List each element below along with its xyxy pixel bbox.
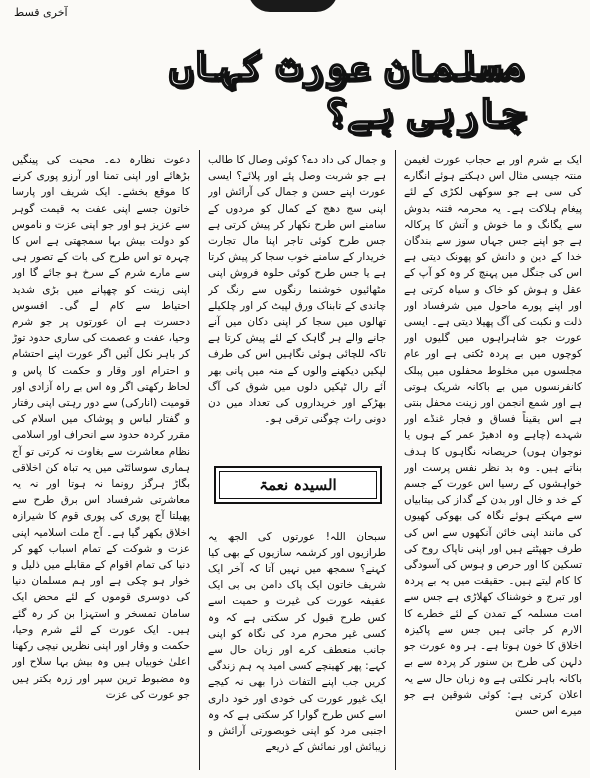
article-column-middle-top xyxy=(208,152,386,458)
part-label: آخری قسط xyxy=(14,6,68,19)
article-text: ایک بے شرم اور بے حجاب عورت لغیمن منتہ جیسی مثال اس دہکتے ہوئے انگارے کی سی ہے جو سوکھی لکڑی کے لئے پیغام ہلاکت ہے۔ یہ محرمہ فتنہ بدوش سے یگانگ و ما خوش و آتش کا پرکالہ ہے جو اپنے جس جہاں سوز سے بندگان خدا کے دین و دانش کو پھونک دیتی ہے اس کی جنگل میں پہنچ کر وہ کو آپ کے عقل و ہوش کو خاک و سیاہ کرتی ہے اور اپنے پورے ماحول میں شرفساد اور ذلت و نکبت کی آگ پھیلا دیتی ہے۔ ایسی عورت جو شاہراہوں میں گلیوں اور کوچوں میں بے پردہ ٹکتی ہے اور عام مجلسوں میں مخلوط محفلوں میں پبلک کانفرنسوں میں بے باکانہ شریک ہوتی ہے اور شمع انجمن اور زینت محفل بنتی ہے اس یقیناً فساق و فجار غنڈے اور شہدے (چاہے وہ ادھیڑ عمر کے ہوں یا نوجوان ہوں) حریصانہ نگاہوں کا ہدف بناتے ہیں۔ وہ بد نظر نفس پرست اور خواہشوں کے رسیا اس عورت کے جسم کے خد و خال اور بدن کے گداز کی بیتابیاں سے مہکتے ہوئے نگاہ کی بھوکی کھیوں کی مانند اپنی خائن آنکھوں سے اس کی طرف جھپٹتے ہیں اور اپنی ناپاک روح کی تسکین کا اور حرص و ہوس کی آسودگی کا کام لیتے ہیں۔ حقیقت میں یہ بے پردہ اور تبرج و خوشناک کھلاڑی ہے جس سے امت مسلمہ کے تمدن کے لئے خطرے کا الارم کر جاتی ہیں جس سے پاکیزہ اخلاق کا خون ہوتا ہے۔ ہر وہ عورت جو دلہن کی طرح بن سنور کر پردہ سے بے باکانہ باہر نکلتی ہے وہ زبان حال سے یہ اعلان کرتی ہے: کوئی شوقین ہے جو میرے اس حسن xyxy=(404,154,582,717)
article-column-right xyxy=(404,152,582,770)
article-text: و جمال کی داد دے؟ کوئی وصال کا طالب ہے جو شربت وصل پئے اور پلائے؟ ایسی عورت اپنے حسن و جمال کی آرائش اور اپنی سج دھج کے کمال کو مردوں کے سامنے اس طرح نکھار کر پیش کرتی ہے جس طرح کوئی تاجر اپنا مال تجارت خریدار کے سامنے خوب سجا کر پیش کرتا ہے یا جس طرح کوئی حلوہ فروش اپنی مٹھائیوں خوشنما رنگوں سے رنگ کر چاندی کے تابناک ورق لپیٹ کر اور چلکیلے تھالوں میں سجا کر اپنی دکان میں آنے جانے والے ہر گاہک کے لئے پیش کرتا ہے تاکہ للچائی ہوئی نگاہیں اس کی طرف لپکیں دیکھنے والوں کے منہ میں پانی بھر آئے رال ٹپکیں دلوں میں شوق کی آگ بھڑکے اور خریداروں کی تعداد میں دن دونی رات چوگنی ترقی ہو۔ xyxy=(208,154,386,426)
column-divider xyxy=(395,150,396,770)
article-headline: مسلمان عورت کہاں جارہی ہے؟ xyxy=(169,42,525,136)
author-name: السیدہ نعمۃ xyxy=(259,476,337,494)
article-column-middle-bottom xyxy=(208,518,386,770)
column-divider xyxy=(199,150,200,770)
article-column-left xyxy=(12,152,190,770)
article-text: دعوت نظارہ دے۔ محبت کی پینگیں بڑھائے اور اپنی تمنا اور آرزو پوری کرنے کا موقع بخشے۔ ایک شریف اور پارسا خاتون جسے اپنی عفت بہ قیمت گوہر سے عزیز ہو اور جو اپنی عزت و ناموس کو دولت بیش بہا سمجھتی ہے اس کا چہرہ تو اس طرح کی بات کے تصور ہی سے مارے شرم کے سرخ ہو جائے گا اور اپنی زینت کو چھپانے میں بڑی شدید احتیاط سے کام لے گی۔ افسوس دحسرت ہے ان عورتوں پر جو شرم وحیا، عفت و عصمت کی ساری حدود توڑ کر باہر نکل آئیں اگر عورت اپنے احتشام و احترام اور وقار و حکمت کا پاس و لحاظ رکھتی اگر وہ اس بے راہ آزادی اور قومیت (انارکی) سے دور رہتی اپنی رفتار و گفتار لباس و پوشاک میں اسلام کی مقرر کردہ حدود سے انحراف اور اسلامی نظام معاشرت سے بغاوت نہ کرتی تو آج ہماری سوسائٹی میں یہ تباہ کن اخلاقی بگاڑ ہرگز رونما نہ ہوتا اور نہ یہ معاشرتی شرفساد اس برق طرح سے پھیلتا آج پوری کی پوری قوم کا شیرازہ اخلاق بکھر گیا ہے۔ آج ملت اسلامیہ اپنی عزت و شوکت کے تمام اسباب کھو کر دنیا کی تمام اقوام کے مقابلے میں ذلیل و خوار ہو چکی ہے اور ہم مسلمان دنیا کی دوسری قوموں کے لئے محض ایک سامان تمسخر و استہزا بن کر رہ گئے ہیں۔ ایک عورت کے لئے شرم وحیا، حکمت و وقار اور اپنی نظریں نیچی رکھنا اعلیٰ خوبیاں ہیں وہ بیش بہا سلاح اور وہ مضبوط ترین سپر اور زرہ بکتر ہیں جو عورت کی عزت xyxy=(12,154,190,701)
author-byline-box xyxy=(214,466,382,504)
article-text: سبحان اللہ! عورتوں کی الجھ یہ طرازیوں اور کرشمہ سازیوں کے بھی کیا کہنے؟ سمجھ میں نہیں آتا کہ آخر ایک شریف خاتون ایک پاک دامن بی بی ایک عفیفہ عورت کی غیرت و حمیت اسے کس طرح قبول کر سکتی ہے کہ وہ کسی غیر محرم مرد کی نگاہ کو اپنی جانب منعطف کرے اور زبان حال سے کہے: پھر کھینچے کسی امید پہ ہم زندگی کریں جب اپنے التفات ذرا بھی نہ کیجے ایک غیور عورت کی خودی اور خود داری اسے کس طرح گوارا کر سکتی ہے کہ وہ اجنبی مرد کو اپنی خوبصورتی آرائش و زیبائش اور نمائش کے ذریعے xyxy=(208,530,386,754)
top-ornament xyxy=(248,0,338,12)
